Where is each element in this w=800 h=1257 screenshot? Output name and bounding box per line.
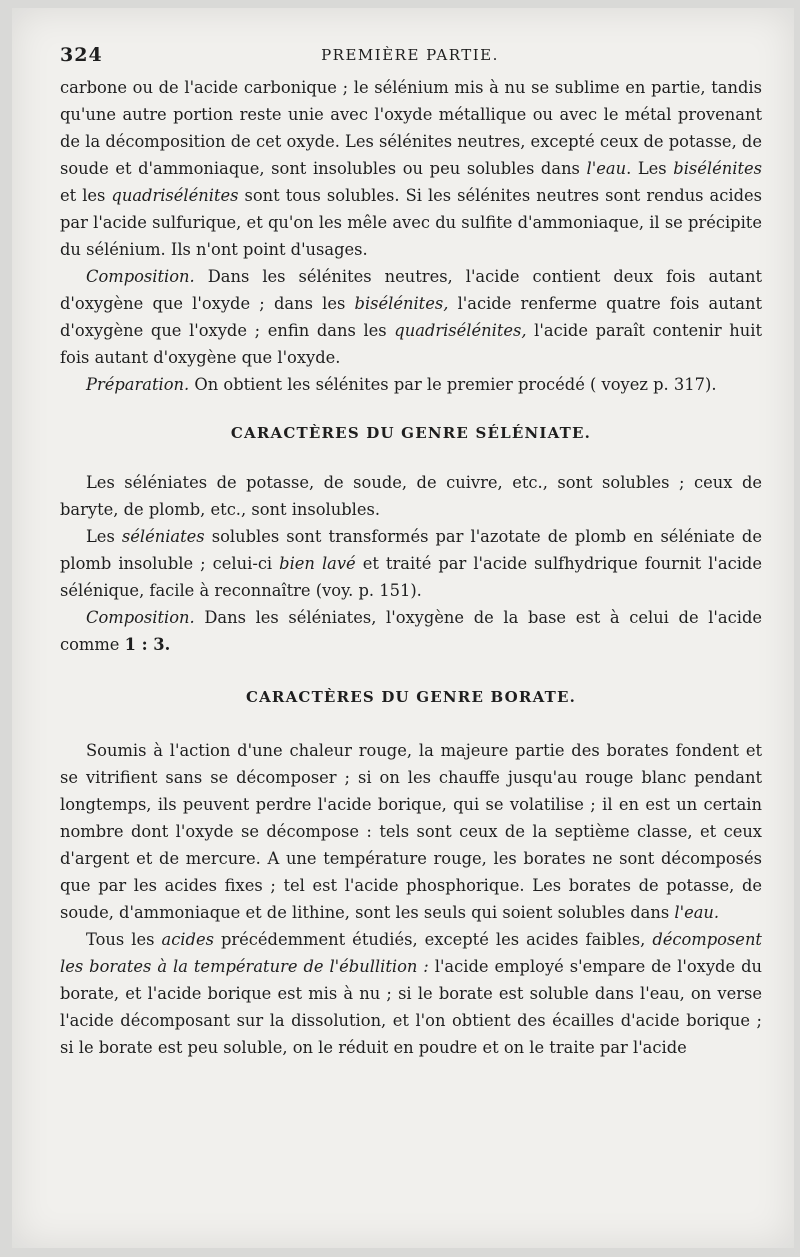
paragraph-seleniate-solubility: Les séléniates de potasse, de soude, de cuivre, etc., sont solubles ; ceux de baryte, de plomb, etc., sont insolubles.	[60, 473, 762, 519]
text-run: Tous les	[86, 930, 162, 949]
text-run: carbone ou de l'acide carbonique ; le sélénium mis à nu se sublime en partie, tandis qu'une autre portion reste unie avec l'oxyde métallique ou avec le métal provenant de la décomposition de cet oxyde. Les sélénites neutres, excepté ceux de potasse, de soude et d'ammoniaque, sont insolubles ou peu solubles dans	[60, 78, 762, 178]
italic-term: l'eau	[586, 159, 627, 178]
paragraph-selenite-composition	[60, 263, 762, 371]
text-run: Dans les sélénites neutres, l'acide contient deux fois autant d'oxygène que l'oxyde ; dans les	[60, 267, 762, 313]
page-number: 324	[60, 44, 103, 66]
paragraph-selenite-properties	[60, 74, 762, 263]
text-run: Les	[86, 527, 122, 546]
composition-label: Composition.	[86, 608, 195, 627]
composition-label: Composition.	[86, 267, 195, 286]
italic-term: quadrisélénites,	[394, 321, 527, 340]
heading-seleniate: CARACTÈRES DU GENRE SÉLÉNIATE.	[230, 424, 592, 442]
text-run: l'acide paraît contenir huit fois autant d'oxygène que l'oxyde.	[60, 321, 763, 367]
text-run: sont tous solubles. Si les sélénites neutres sont rendus acides par l'acide sulfurique, et qu'on les mêle avec du sulfite d'ammoniaque, il se précipite du sélénium. Ils n'ont point d'usages.	[60, 186, 762, 259]
text-run: solubles sont transformés par l'azotate de plomb en séléniate de plomb insoluble ; celui-ci	[60, 527, 762, 573]
text-run: l'acide employé s'empare de l'oxyde du borate, et l'acide borique est mis à nu ; si le borate est soluble dans l'eau, on verse l'acide décomposant sur la dissolution, et l'on obtient des écailles d'acide borique ; si le borate est peu soluble, on le réduit en poudre et on le traite par l'acide	[60, 957, 762, 1057]
paragraph-borate-acids	[60, 926, 762, 1061]
italic-phrase: décomposent les borates à la température de l'ébullition :	[60, 930, 762, 976]
text-run: On obtient les sélénites par le premier procédé ( voyez p. 317).	[189, 375, 717, 394]
paragraph-selenite-preparation	[60, 371, 762, 398]
italic-term: quadrisélénites	[111, 186, 239, 205]
text-run: Dans les séléniates, l'oxygène de la base est à celui de l'acide comme	[60, 608, 762, 654]
text-run: et les	[60, 186, 112, 205]
paragraph-borate-heat	[60, 737, 762, 926]
italic-term: l'eau.	[674, 903, 720, 922]
italic-term: séléniates	[121, 527, 205, 546]
preparation-label: Préparation.	[86, 375, 190, 394]
running-head	[60, 44, 760, 68]
italic-term: bisélénites	[673, 159, 762, 178]
italic-term: acides	[161, 930, 214, 949]
text-run: précédemment étudiés, excepté les acides faibles,	[213, 930, 653, 949]
text-run: l'acide renferme quatre fois autant d'oxygène que l'oxyde ; enfin dans les	[60, 294, 762, 340]
text-run: Soumis à l'action d'une chaleur rouge, la majeure partie des borates fondent et se vitrifient sans se décomposer ; si on les chauffe jusqu'au rouge blanc pendant longtemps, ils peuvent perdre l'acide borique, qui se volatilise ; il en est un certain nombre dont l'oxyde se décompose : tels sont ceux de la septième classe, et ceux d'argent et de mercure. A une température rouge, les borates ne sont décomposés que par les acides fixes ; tel est l'acide phosphorique. Les borates de potasse, de soude, d'ammoniaque et de lithine, sont les seuls qui soient solubles dans	[60, 741, 762, 922]
section-title: PREMIÈRE PARTIE.	[321, 46, 499, 64]
paragraph-seleniate-reaction	[60, 523, 762, 604]
heading-borate: CARACTÈRES DU GENRE BORATE.	[245, 688, 577, 706]
page-body	[60, 74, 762, 1061]
text-run: . Les	[626, 159, 674, 178]
text-run: et traité par l'acide sulfhydrique fournit l'acide sélénique, facile à reconnaître (voy. p. 151).	[60, 554, 762, 600]
paragraph-seleniate-composition	[60, 604, 762, 658]
italic-term: bisélénites,	[354, 294, 449, 313]
book-page	[12, 8, 794, 1248]
ratio-value: 1 : 3.	[124, 635, 171, 654]
italic-term: bien lavé	[279, 554, 356, 573]
